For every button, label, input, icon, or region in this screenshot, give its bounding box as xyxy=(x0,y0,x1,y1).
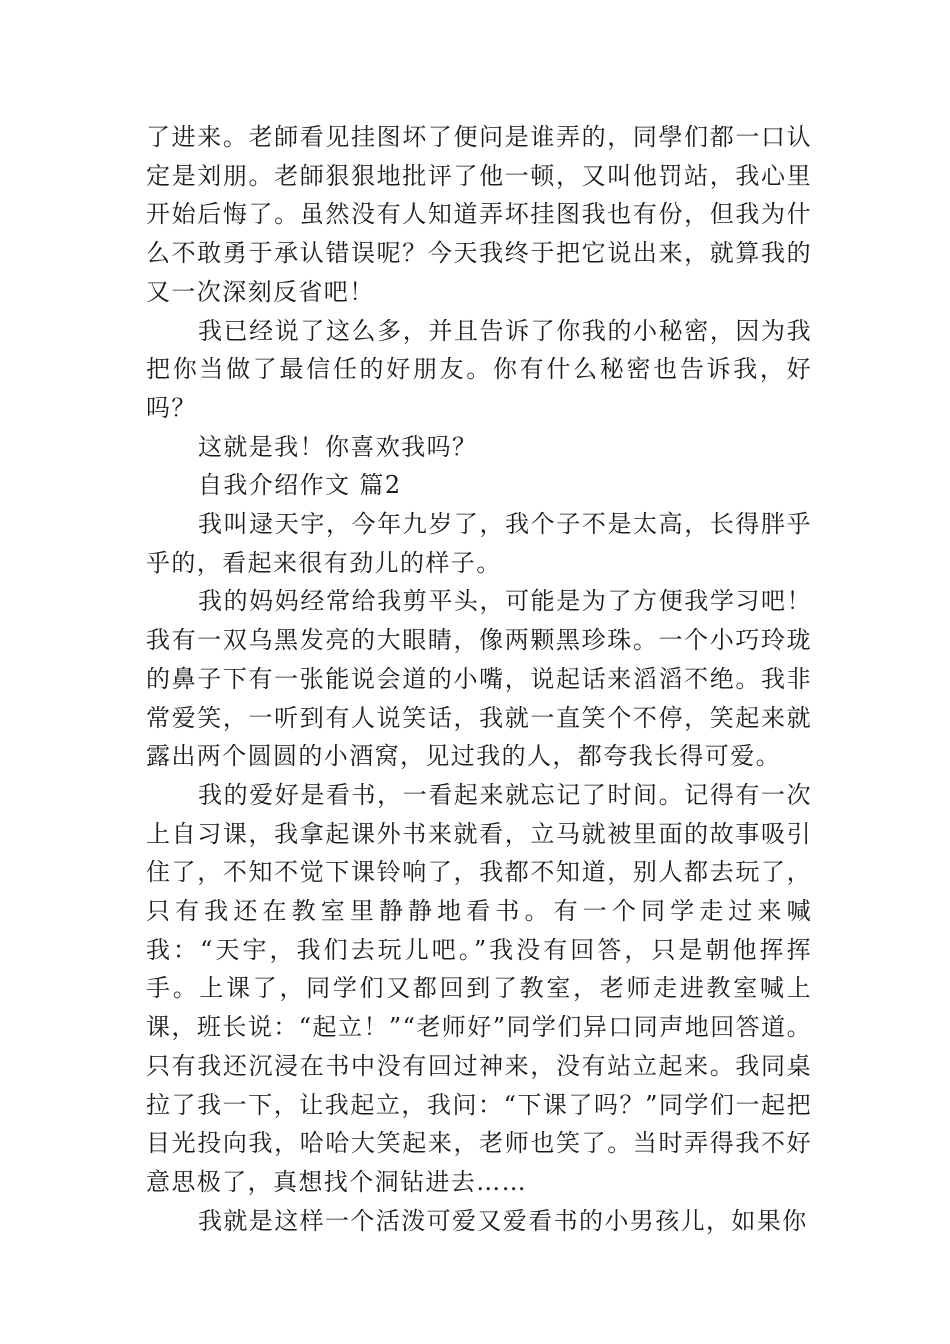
paragraph-intro: 我叫逯天宇，今年九岁了，我个子不是太高，长得胖乎乎的，看起来很有劲儿的样子。 xyxy=(146,510,812,577)
paragraph-hobby: 我的爱好是看书，一看起来就忘记了时间。记得有一次上自习课，我拿起课外书来就看，立马就被里面的故事吸引住了，不知不觉下课铃响了，我都不知道，别人都去玩了，只有我还在教室里静静地看书。有一个同学走过来喊我：“天宇，我们去玩儿吧。”我没有回答，只是朝他挥挥手。上课了，同学们又都回到了教室，老师走进教室喊上课，班长说：“起立！”“老师好”同学们异口同声地回答道。只有我还沉浸在书中没有回过神来，没有站立起来。我同桌拉了我一下，让我起立，我问：“下课了吗？”同学们一起把目光投向我，哈哈大笑起来，老师也笑了。当时弄得我不好意思极了，真想找个洞钻进去…… xyxy=(146,780,812,1196)
paragraph-continuation: 了进来。老師看见挂图坏了便问是谁弄的，同學们都一口认定是刘朋。老師狠狠地批评了他一顿，又叫他罚站，我心里开始后悔了。虽然没有人知道弄坏挂图我也有份，但我为什么不敢勇于承认错误呢？今天我终于把它说出来，就算我的又一次深刻反省吧！ xyxy=(146,123,812,306)
paragraph-appearance: 我的妈妈经常给我剪平头，可能是为了方便我学习吧！我有一双乌黑发亮的大眼睛，像两颗黑珍珠。一个小巧玲珑的鼻子下有一张能说会道的小嘴，说起话来滔滔不绝。我非常爱笑，一听到有人说笑话，我就一直笑个不停，笑起来就露出两个圆圆的小酒窝，见过我的人，都夸我长得可爱。 xyxy=(146,587,812,771)
paragraph-conclusion: 我就是这样一个活泼可爱又爱看书的小男孩儿，如果你 xyxy=(198,1206,808,1235)
paragraph-closing-question: 这就是我！你喜欢我吗？ xyxy=(198,432,478,461)
section-heading: 自我介绍作文 篇2 xyxy=(198,471,402,500)
document-page xyxy=(146,118,812,1240)
paragraph-secret: 我已经说了这么多，并且告诉了你我的小秘密，因为我把你当做了最信任的好朋友。你有什么秘密也告诉我，好吗？ xyxy=(146,316,812,422)
